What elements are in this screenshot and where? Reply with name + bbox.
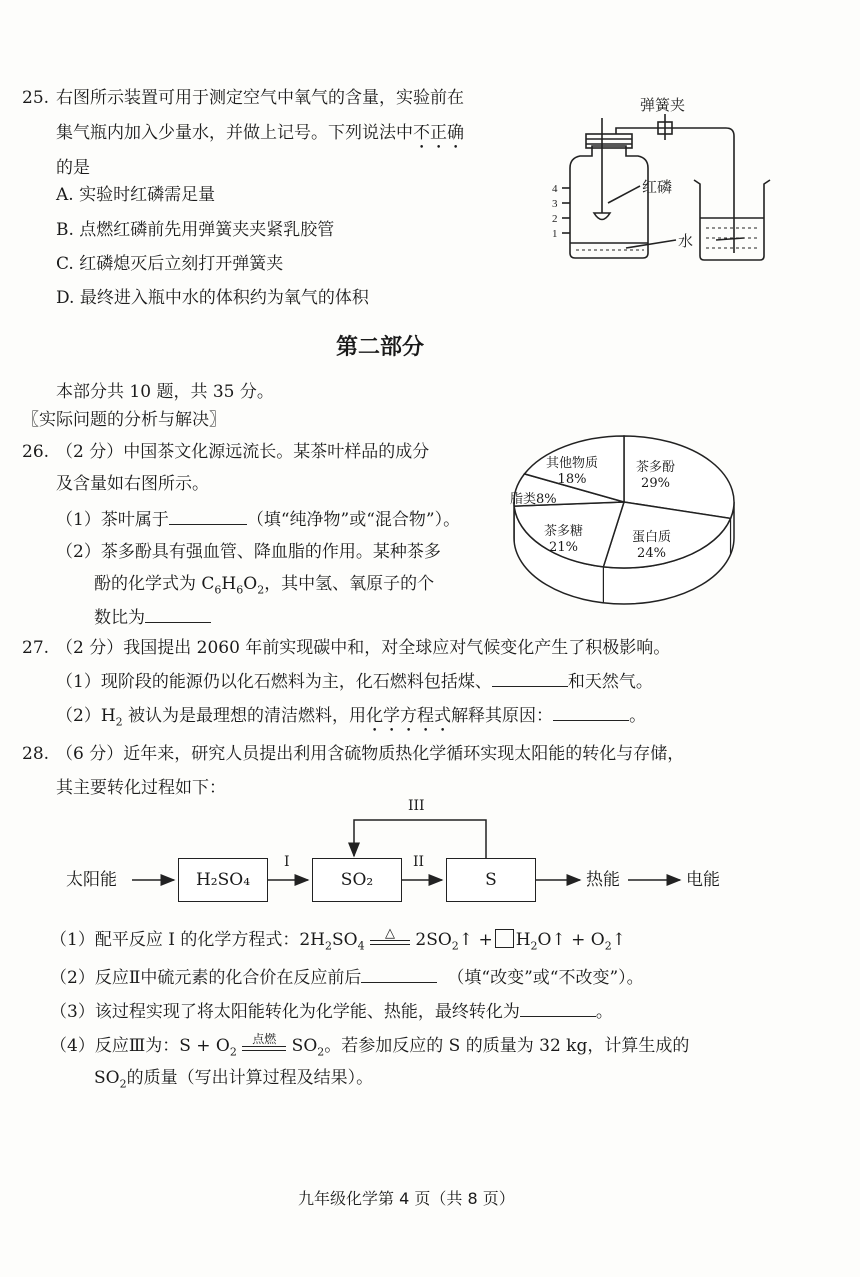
- q26-sub2-line1: （2）茶多酚具有强血管、降血脂的作用。某种茶多: [56, 542, 441, 562]
- pie-label-polysaccharide-value: 21%: [549, 540, 578, 555]
- pie-label-protein: [632, 530, 671, 562]
- q26-sub2-line3: 数比为: [94, 604, 211, 630]
- q28-sub4-condition: 点燃: [242, 1042, 286, 1051]
- pie-label-polyphenol-value: 29%: [641, 476, 670, 491]
- q27-stem: （2 分）我国提出 2060 年前实现碳中和，对全球应对气候变化产生了积极影响。: [56, 638, 671, 658]
- pie-label-protein-value: 24%: [637, 546, 666, 561]
- pie-label-lipid: [510, 492, 557, 508]
- page-footer: 九年级化学第 4 页（共 8 页）: [298, 1189, 515, 1208]
- q26-stem-line2: 及含量如右图所示。: [56, 474, 209, 494]
- flow-solar-energy: 太阳能: [66, 870, 117, 890]
- q28-stem-line2: 其主要转化过程如下：: [56, 778, 226, 798]
- q28-sub1: （1）配平反应 I 的化学方程式：$2H_2SO_4$ △ $2SO_2↑$ + $H_2O↑$ + $O_2↑$: [50, 926, 626, 953]
- q27-sub2-answer-blank[interactable]: [553, 702, 629, 721]
- q28-sub2: （2）反应Ⅱ中硫元素的化合价在反应前后 （填“改变”或“不改变”）。: [50, 964, 644, 990]
- q25-number: 25.: [22, 88, 50, 108]
- flow-box-so2: SO₂: [312, 858, 402, 902]
- q26-stem-line1: （2 分）中国茶文化源远流长。某茶叶样品的成分: [56, 442, 430, 462]
- q28-number: 28.: [22, 744, 50, 764]
- flow-label-reaction-2: II: [413, 854, 425, 870]
- part2-category: 〖实际问题的分析与解决〗: [22, 410, 226, 430]
- q26-sub1: （1）茶叶属于 （填“纯净物”或“混合物”）。: [56, 506, 460, 532]
- scale-mark-2: 2: [552, 213, 558, 225]
- scale-mark-4: 4: [552, 183, 558, 195]
- q28-sub3: （3）该过程实现了将太阳能转化为化学能、热能，最终转化为 。: [50, 998, 613, 1024]
- part2-title: 第二部分: [336, 335, 425, 360]
- scale-mark-3: 3: [552, 198, 558, 210]
- q27-sub1-answer-blank[interactable]: [492, 668, 568, 687]
- q28-sub4-line1: （4）反应Ⅲ为：$S + O_2$ 点燃 $SO_2$。若参加反应的 S 的质量为 32 kg，计算生成的: [50, 1032, 690, 1059]
- label-water: 水: [678, 232, 694, 250]
- flow-label-reaction-1: I: [284, 854, 290, 870]
- q26-sub1-answer-blank[interactable]: [169, 506, 247, 525]
- pie-label-polysaccharide-name: 茶多糖: [544, 524, 584, 539]
- label-phosphorus: 红磷: [642, 178, 673, 196]
- pie-label-other-value: 18%: [557, 472, 587, 487]
- q28-sub3-answer-blank[interactable]: [520, 998, 596, 1017]
- pie-label-other-name: 其他物质: [546, 456, 599, 471]
- q25-option-a: A. 实验时红磷需足量: [56, 185, 216, 205]
- q26-sub2-line2: 酚的化学式为 $C_6H_6O_2$，其中氢、氧原子的个: [94, 574, 435, 597]
- pie-label-polysaccharide: [544, 524, 583, 556]
- flow-label-reaction-3: III: [408, 798, 425, 814]
- q28-sub4-line2: $SO_2$的质量（写出计算过程及结果）。: [94, 1068, 374, 1091]
- flow-box-s: S: [446, 858, 536, 902]
- tea-composition-pie-chart: [506, 430, 742, 612]
- q25-option-d: D. 最终进入瓶中水的体积约为氧气的体积: [56, 288, 369, 308]
- q28-sub2-answer-blank[interactable]: [361, 964, 437, 983]
- flow-electric-energy: 电能: [686, 870, 720, 890]
- pie-label-polyphenol-name: 茶多酚: [636, 460, 676, 475]
- q25-stem-line1: 右图所示装置可用于测定空气中氧气的含量，实验前在: [56, 88, 464, 108]
- pie-label-polyphenol: [636, 460, 675, 492]
- flow-heat-energy: 热能: [586, 870, 620, 890]
- pie-svg: [506, 430, 742, 612]
- q26-sub2-answer-blank[interactable]: [145, 604, 211, 623]
- oxygen-apparatus-figure: [548, 88, 780, 268]
- q25-stem-line3: 的是: [56, 158, 90, 178]
- pie-label-protein-name: 蛋白质: [632, 530, 672, 545]
- q28-sub1-condition: △: [370, 936, 410, 945]
- flow-box-h2so4: H₂SO₄: [178, 858, 268, 902]
- pie-label-lipid-value: 8%: [536, 492, 557, 507]
- q27-sub1: （1）现阶段的能源仍以化石燃料为主，化石燃料包括煤、 和天然气。: [56, 668, 653, 694]
- q27-sub2: $(2)H_2$ 被认为是最理想的清洁燃料，用化学方程式解释其原因： 。: [56, 702, 646, 736]
- q25-stem-line2: 集气瓶内加入少量水，并做上记号。下列说法中不正确: [56, 123, 464, 143]
- flow-arrows: [60, 800, 760, 910]
- q27-number: 27.: [22, 638, 50, 658]
- q28-sub1-coefficient-box[interactable]: [495, 929, 514, 948]
- q26-number: 26.: [22, 442, 50, 462]
- q25-option-c: C. 红磷熄灭后立刻打开弹簧夹: [56, 254, 284, 274]
- label-clamp: 弹簧夹: [640, 96, 686, 114]
- q25-emphasis: 不正确: [413, 123, 464, 143]
- scale-mark-1: 1: [552, 228, 558, 240]
- pie-label-lipid-name: 脂类: [510, 492, 537, 507]
- q28-stem-line1: （6 分）近年来，研究人员提出利用含硫物质热化学循环实现太阳能的转化与存储，: [56, 744, 685, 764]
- pie-label-other: [546, 456, 598, 488]
- part2-intro: 本部分共 10 题，共 35 分。: [56, 382, 274, 402]
- q25-option-b: B. 点燃红磷前先用弹簧夹夹紧乳胶管: [56, 220, 335, 240]
